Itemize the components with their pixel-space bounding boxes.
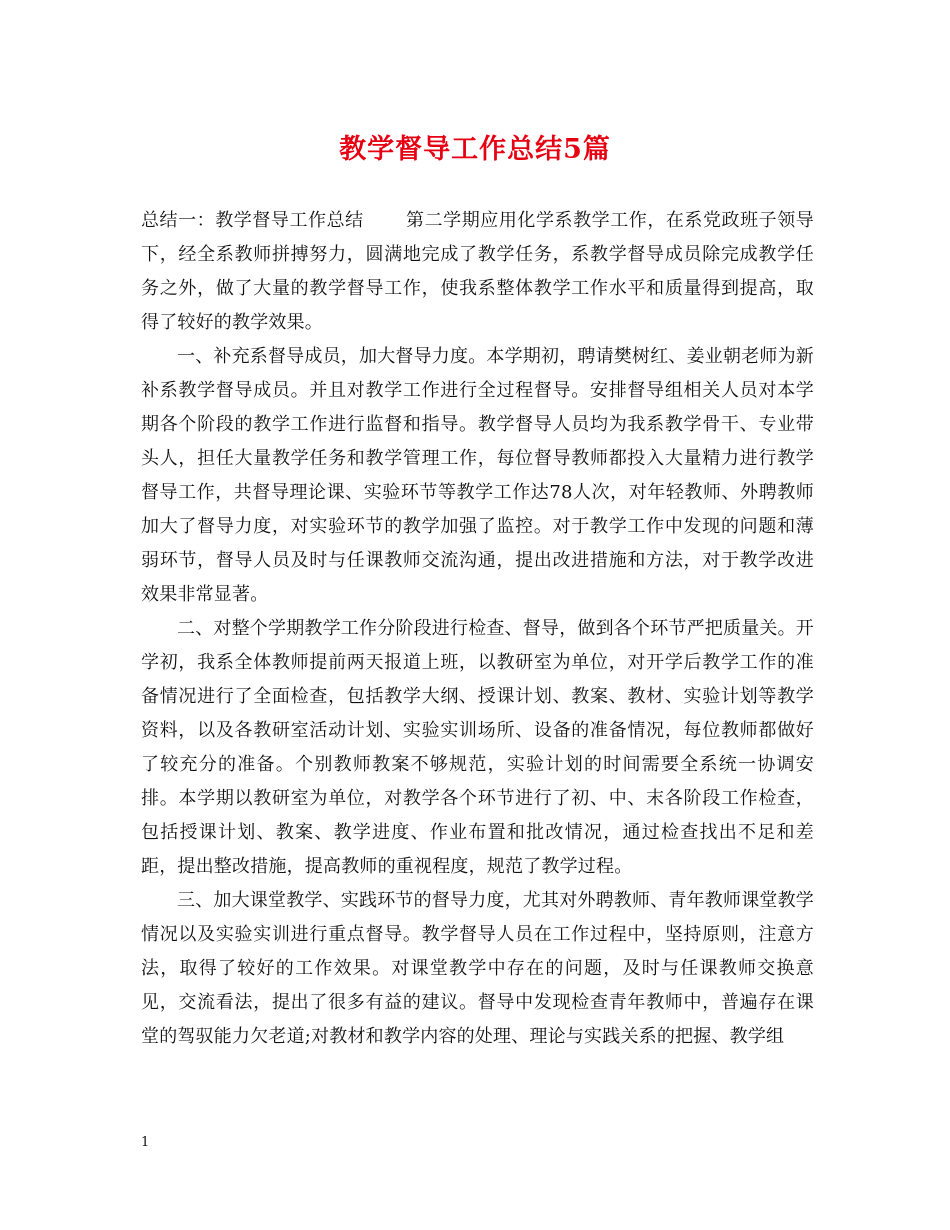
- paragraph-3: 三、加大课堂教学、实践环节的督导力度，尤其对外聘教师、青年教师课堂教学情况以及实验实训进行重点督导。教学督导人员在工作过程中，坚持原则，注意方法，取得了较好的工作效果。对课堂教学中存在的问题，及时与任课教师交换意见，交流看法，提出了很多有益的建议。督导中发现检查青年教师中，普遍存在课堂的驾驭能力欠老道;对教材和教学内容的处理、理论与实践关系的把握、教学组: [141, 890, 814, 1047]
- document-title: 教学督导工作总结5篇: [339, 134, 611, 165]
- intro-lead: 总结一：教学督导工作总结: [141, 210, 364, 231]
- intro-body: 第二学期应用化学系教学工作，在系党政班子领导下，经全系教师拼搏努力，圆满地完成了教学任务，系教学督导成员除完成教学任务之外，做了大量的教学督导工作，使我系整体教学工作水平和质量得到提高，取得了较好的教学效果。: [141, 210, 814, 333]
- paragraph-2: 二、对整个学期教学工作分阶段进行检查、督导，做到各个环节严把质量关。开学初，我系全体教师提前两天报道上班，以教研室为单位，对开学后教学工作的准备情况进行了全面检查，包括教学大纲、授课计划、教案、教材、实验计划等教学资料，以及各教研室活动计划、实验实训场所、设备的准备情况，每位教师都做好了较充分的准备。个别教师教案不够规范，实验计划的时间需要全系统一协调安排。本学期以教研室为单位，对教学各个环节进行了初、中、末各阶段工作检查，包括授课计划、教案、教学进度、作业布置和批改情况，通过检查找出不足和差距，提出整改措施，提高教师的重视程度，规范了教学过程。: [141, 618, 814, 877]
- document-body: [141, 204, 814, 1054]
- page-number: 1: [141, 1135, 150, 1150]
- intro-paragraph: [141, 204, 814, 340]
- paragraph-1: 一、补充系督导成员，加大督导力度。本学期初，聘请樊树红、姜业朝老师为新补系教学督导成员。并且对教学工作进行全过程督导。安排督导组相关人员对本学期各个阶段的教学工作进行监督和指导。教学督导人员均为我系教学骨干、专业带头人，担任大量教学任务和教学管理工作，每位督导教师都投入大量精力进行教学督导工作，共督导理论课、实验环节等教学工作达78人次，对年轻教师、外聘教师加大了督导力度，对实验环节的教学加强了监控。对于教学工作中发现的问题和薄弱环节，督导人员及时与任课教师交流沟通，提出改进措施和方法，对于教学改进效果非常显著。: [141, 346, 814, 605]
